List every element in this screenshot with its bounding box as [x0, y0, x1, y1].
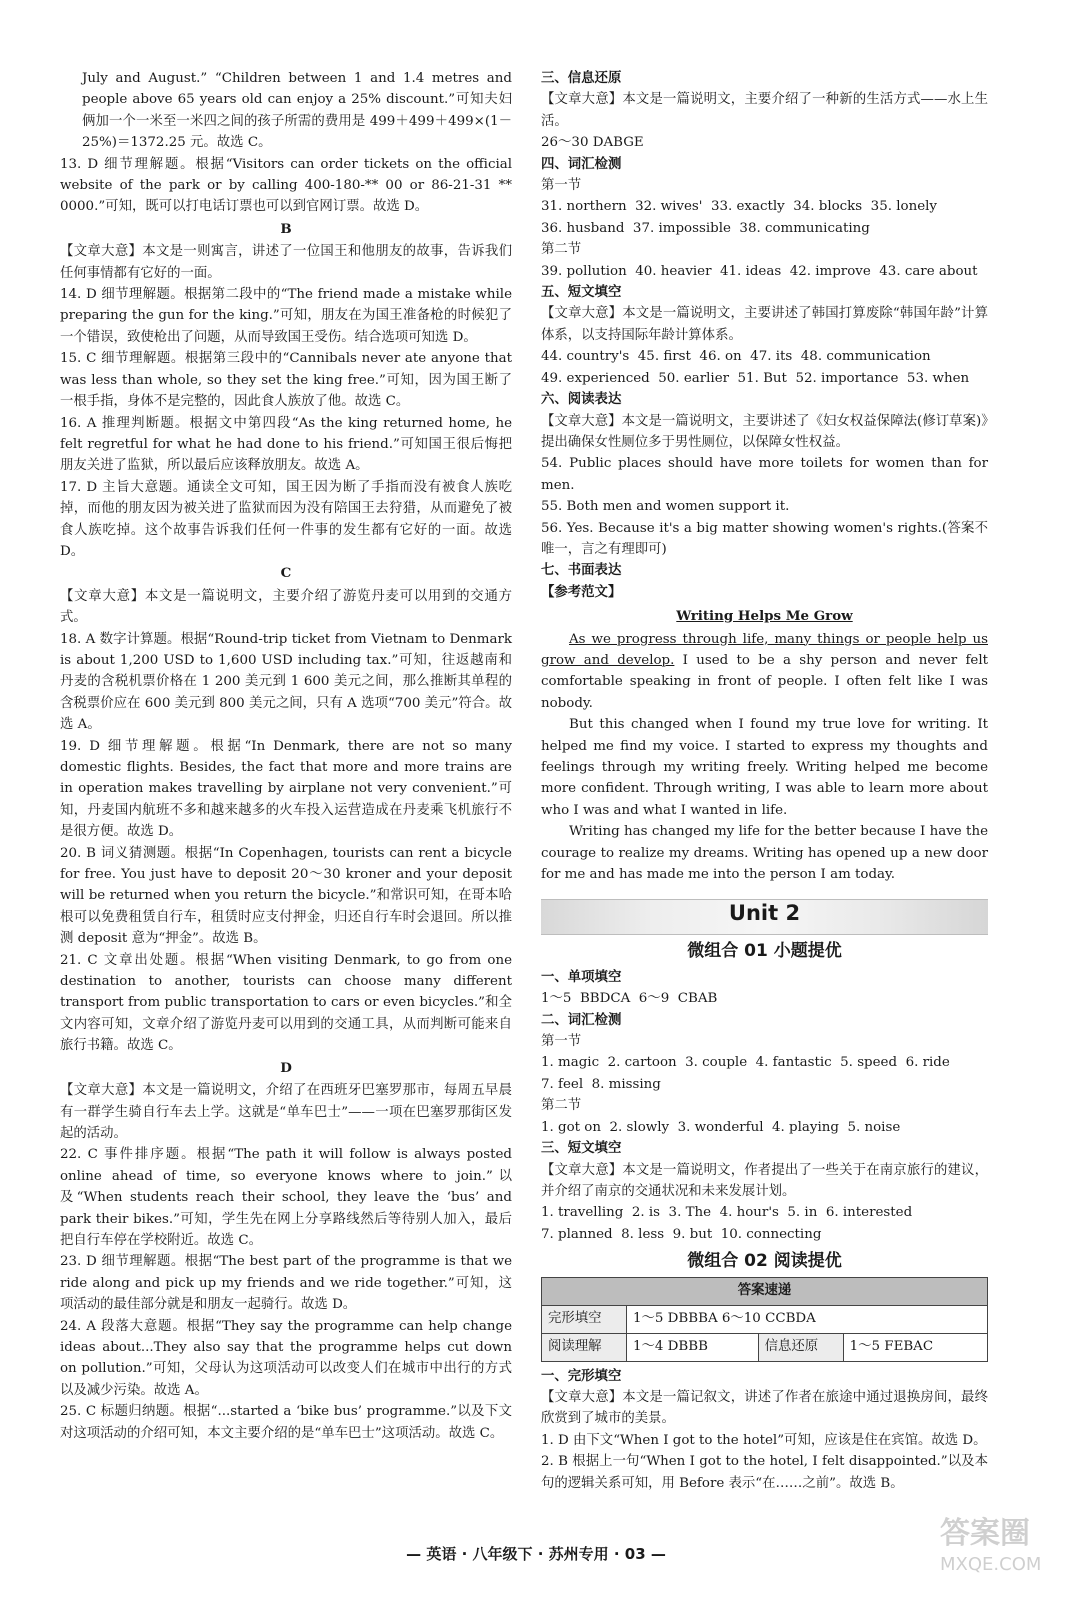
answer-19: 19. D 细节理解题。根据“In Denmark, there are not so many domestic flights. Besides, the fact that more and more trains are in operation makes travelling by airplane not very convenient.”可知，丹麦国内航班不多和越来越多的火车投入运营造成在丹麦乘飞机旅行不是很方便。故选 D。 [60, 738, 512, 840]
g1-section-3-answers-line-2: 7. planned 8. less 9. but 10. connecting [541, 1226, 822, 1242]
micro-group-02-title: 微组合 02 阅读提优 [687, 1251, 842, 1272]
answer-22: 22. C 事件排序题。根据“The path it will follow is always posted online ahead of time, so everyone knows where to join.”以及“When students reach their school, they leave the ‘bus’ and park their bikes.”可知，学生先在网上分享路线然后等待别人加入，最后把自行车停在学校附近。故选 C。 [60, 1147, 512, 1248]
watermark-url: MXQE.COM [940, 1554, 1042, 1575]
section-4-answers-line-2: 36. husband 37. impossible 38. communicating [541, 220, 870, 236]
answer-15: 15. C 细节理解题。根据第三段中的“Cannibals never ate anyone that was less than whole, so they set the king free.”可知，因为国王断了一根手指，身体不是完整的，因此食人族放了他。故选 C。 [60, 351, 512, 410]
answer-56: 56. Yes. Because it's a big matter showing women's rights.(答案不唯一，言之有理即可) [541, 520, 988, 557]
answer-14: 14. D 细节理解题。根据第二段中的“The friend made a mistake while preparing the gun for the king.”可知，朋友在为国王准备枪的时候犯了一个错误，致使枪出了问题，从而导致国王受伤。结合选项可知选 D。 [60, 287, 512, 345]
essay-paragraph-2: But this changed when I found my true love for writing. It helped me find my voice. I started to express my thoughts and feelings through my writing freely. Writing helped me become more confident. Through writing, I was able to learn more about who I was and what I wanted in life. [541, 717, 988, 818]
passage-d-summary: 【文章大意】本文是一篇说明文，介绍了在西班牙巴塞罗那市，每周五早晨有一群学生骑自行车去上学。这就是“单车巴士”——一项在巴塞罗那街区发起的活动。 [60, 1083, 512, 1141]
unit-banner [541, 899, 988, 935]
g2-section-1-heading: 一、完形填空 [541, 1367, 622, 1384]
section-4-part-2: 第二节 [541, 242, 582, 258]
g1-section-2-answers-line-2: 7. feel 8. missing [541, 1076, 661, 1092]
g1-section-2-part-2: 第二节 [541, 1098, 582, 1114]
g1-section-2-answers-line-3: 1. got on 2. slowly 3. wonderful 4. playing 5. noise [541, 1119, 901, 1135]
passage-b-summary: 【文章大意】本文是一则寓言，讲述了一位国王和他朋友的故事，告诉我们任何事情都有它好的一面。 [60, 244, 512, 281]
cloze-answers: 1～5 DBBBA 6～10 CCBDA [627, 1305, 988, 1333]
reading-answers: 1～4 DBBB [627, 1333, 759, 1361]
g1-section-2-heading: 二、词汇检测 [541, 1011, 622, 1028]
answer-18: 18. A 数字计算题。根据“Round-trip ticket from Vietnam to Denmark is about 1,200 USD to 1,600 USD including tax.”可知，往返越南和丹麦的含税机票价格在 1 200 美元到 1 600 美元之间，那么推断其单程的含税票价应在 600 美元到 800 美元之间，只有 A 选项“700 美元”符合。故选 A。 [60, 631, 512, 733]
reference-essay-label: 【参考范文】 [541, 583, 622, 600]
passage-d-heading: D [280, 1059, 292, 1076]
answer-24: 24. A 段落大意题。根据“They say the programme can help change ideas about...They also say that the programme helps cut down on pollution.”可知，父母认为这项活动可以改变人们在城市中出行的方式以及减少污染。故选 A。 [60, 1318, 512, 1398]
answer-54: 54. Public places should have more toilets for women than for men. [541, 456, 988, 493]
page-footer: — 英语 · 八年级下 · 苏州专用 · 03 — [406, 1545, 666, 1563]
answer-13: 13. D 细节理解题。根据“Visitors can order tickets on the official website of the park or by calling 400-180-** 00 or 86-21-31 ** 0000.”可知，既可以打电话订票也可以到官网订票。故选 D。 [60, 156, 512, 215]
section-4-part-1: 第一节 [541, 178, 582, 194]
section-4-answers-line-3: 39. pollution 40. heavier 41. ideas 42. improve 43. care about [541, 263, 978, 279]
cloze-label: 完形填空 [542, 1305, 627, 1333]
passage-c-heading: C [280, 565, 292, 582]
left-column [60, 68, 512, 1444]
info-restore-label: 信息还原 [758, 1333, 843, 1361]
essay-title: Writing Helps Me Grow [676, 608, 853, 625]
answer-23: 23. D 细节理解题。根据“The best part of the programme is that we ride along and pick up my friends and we ride together.”可知，这项活动的最佳部分就是和朋友一起骑行。故选 D。 [60, 1254, 512, 1313]
essay-topic-sentence: As we progress through life, many things or people help us grow and develop. [541, 631, 988, 668]
answer-21: 21. C 文章出处题。根据“When visiting Denmark, to go from one destination to another, tourists can choose many different transport from public transportation to cars or even bicycles.”和全文内容可知，文章介绍了游览丹麦可以用到的交通工具，从而判断可能来自旅行书籍。故选 C。 [60, 952, 512, 1054]
reading-label: 阅读理解 [542, 1333, 627, 1361]
section-3-summary: 【文章大意】本文是一篇说明文，主要介绍了一种新的生活方式——水上生活。 [541, 92, 988, 129]
answer-17: 17. D 主旨大意题。通读全文可知，国王因为断了手指而没有被食人族吃掉，而他的朋友因为被关进了监狱而因为没有陪国王去狩猎，从而避免了被食人族吃掉。这个故事告诉我们任何一件事的发生都有它好的一面。故选 D。 [60, 479, 512, 559]
section-5-heading: 五、短文填空 [541, 284, 622, 301]
section-6-heading: 六、阅读表达 [541, 391, 622, 408]
section-5-answers-line-2: 49. experienced 50. earlier 51. But 52. importance 53. when [541, 370, 970, 386]
section-3-answers: 26～30 DABGE [541, 135, 644, 151]
watermark-logo [940, 1508, 1060, 1588]
section-6-summary: 【文章大意】本文是一篇说明文，主要讲述了《妇女权益保障法(修订草案)》提出确保女性厕位多于男性厕位，以保障女性权益。 [541, 413, 988, 450]
g1-section-2-part-1: 第一节 [541, 1034, 582, 1050]
g1-section-2-answers-line-1: 1. magic 2. cartoon 3. couple 4. fantastic 5. speed 6. ride [541, 1055, 950, 1071]
unit-title: Unit 2 [728, 901, 801, 926]
answer-16: 16. A 推理判断题。根据文中第四段“As the king returned home, he felt regretful for what he had done to his friend.”可知国王很后悔把朋友关进了监狱，所以最后应该释放朋友。故选 A。 [60, 415, 512, 474]
section-4-answers-line-1: 31. northern 32. wives' 33. exactly 34. blocks 35. lonely [541, 199, 937, 215]
g2-section-1-summary: 【文章大意】本文是一篇记叙文，讲述了作者在旅途中通过退换房间，最终欣赏到了城市的美景。 [541, 1389, 988, 1427]
g1-section-3-answers-line-1: 1. travelling 2. is 3. The 4. hour's 5. in 6. interested [541, 1205, 913, 1221]
answer-a-continued: July and August.” “Children between 1 and 1.4 metres and people above 65 years old can enjoy a 25% discount.”可知夫妇俩加一个一米至一米四之间的孩子所需的费用是 499＋499＋499×(1－25%)＝1372.25 元。故选 C。 [82, 71, 512, 151]
section-3-heading: 三、信息还原 [541, 70, 622, 86]
g1-section-1-answers: 1～5 BBDCA 6～9 CBAB [541, 991, 718, 1007]
answer-25: 25. C 标题归纳题。根据“...started a ‘bike bus’ programme.”以及下文对这项活动的介绍可知，本文主要介绍的是“单车巴士”这项活动。故选 C。 [60, 1404, 512, 1441]
answer-key-header: 答案速递 [542, 1277, 988, 1305]
watermark-text: 答案圈 [940, 1516, 1030, 1551]
answer-key-table [541, 1277, 988, 1362]
g1-section-1-heading: 一、单项填空 [541, 968, 622, 985]
g2-answer-2: 2. B 根据上一句“When I got to the hotel, I felt disappointed.”以及本句的逻辑关系可知，用 Before 表示“在……之前”。故选 B。 [541, 1454, 988, 1491]
passage-c-summary: 【文章大意】本文是一篇说明文，主要介绍了游览丹麦可以用到的交通方式。 [60, 588, 512, 626]
info-restore-answers: 1～5 FEBAC [843, 1333, 987, 1361]
essay-paragraph-3: Writing has changed my life for the better because I have the courage to realize my dreams. Writing has opened up a new door for me and has made me into the person I am today. [541, 824, 988, 883]
g2-answer-1: 1. D 由下文“When I got to the hotel”可知，应该是住在宾馆。故选 D。 [541, 1432, 987, 1448]
answer-20: 20. B 词义猜测题。根据“In Copenhagen, tourists can rent a bicycle for free. You just have to deposit 20～30 kroner and your deposit will be returned when you return the bicycle.”和常识可知，在哥本哈根可以免费租赁自行车，租赁时应支付押金，归还自行车时会退回。所以推测 deposit 意为“押金”。故选 B。 [60, 845, 512, 947]
right-column [541, 68, 988, 1494]
micro-group-01-title: 微组合 01 小题提优 [687, 941, 842, 962]
section-5-answers-line-1: 44. country's 45. first 46. on 47. its 48. communication [541, 349, 931, 365]
answer-55: 55. Both men and women support it. [541, 499, 790, 515]
essay-paragraph-1-rest: I used to be a shy person and never felt comfortable speaking in front of people. I often felt like I was nobody. [541, 652, 988, 711]
g1-section-3-summary: 【文章大意】本文是一篇说明文，作者提出了一些关于在南京旅行的建议，并介绍了南京的交通状况和未来发展计划。 [541, 1162, 988, 1199]
section-7-heading: 七、书面表达 [541, 562, 622, 579]
g1-section-3-heading: 三、短文填空 [541, 1140, 622, 1157]
section-4-heading: 四、词汇检测 [541, 155, 622, 172]
section-5-summary: 【文章大意】本文是一篇说明文，主要讲述了韩国打算废除“韩国年龄”计算体系，以支持国际年龄计算体系。 [541, 306, 988, 343]
passage-b-heading: B [280, 220, 292, 237]
essay-paragraph-1 [541, 629, 988, 715]
